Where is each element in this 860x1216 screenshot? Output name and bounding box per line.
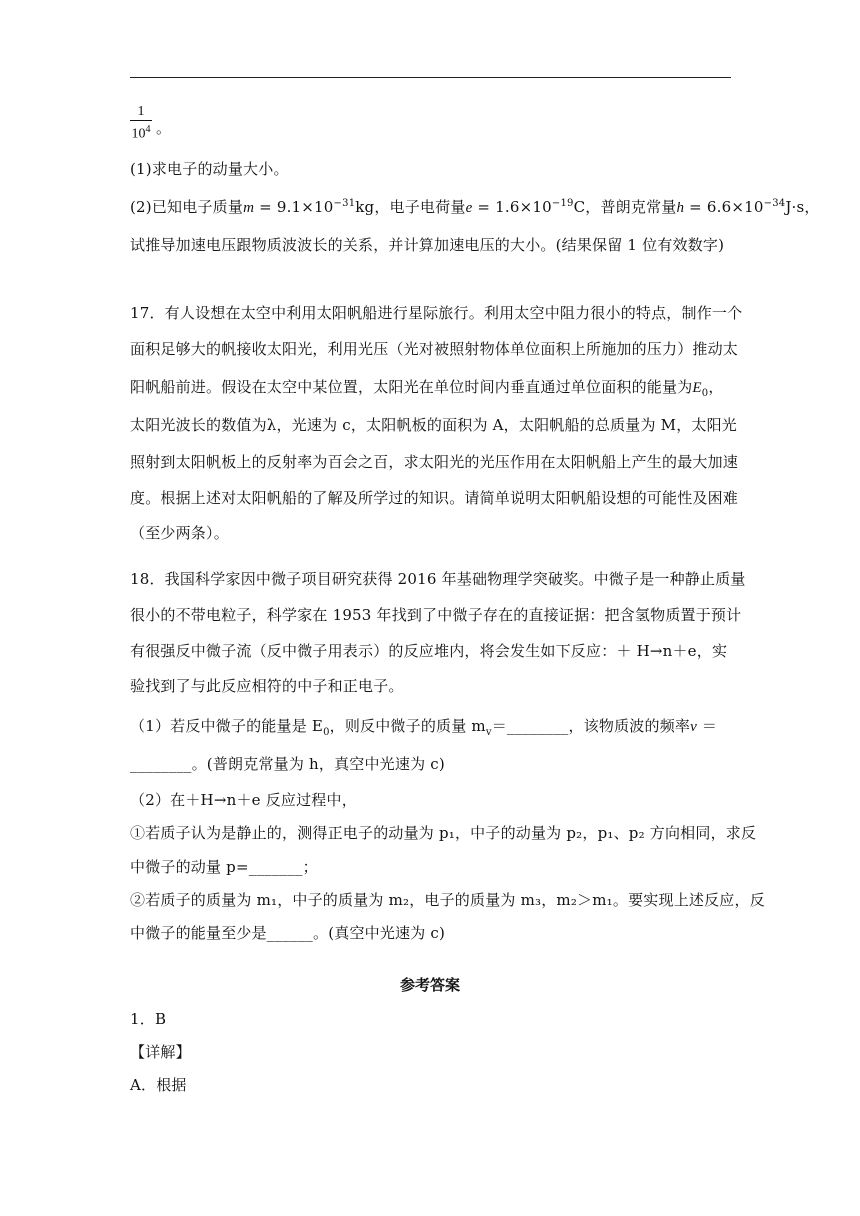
q18-line2: 很小的不带电粒子，科学家在 1953 年找到了中微子存在的直接证据：把含氢物质置于预计 bbox=[130, 606, 742, 624]
q18-case2-line2: 中微子的能量至少是______。(真空中光速为 c) bbox=[130, 924, 446, 942]
answer-1: 1．B bbox=[130, 1010, 167, 1028]
q18-line4: 验找到了与此反应相符的中子和正电子。 bbox=[130, 677, 404, 695]
answer-detail-label: 【详解】 bbox=[130, 1043, 191, 1061]
q18-case1-line2: 中微子的动量 p=_______； bbox=[130, 858, 318, 876]
q18-case1-line1: ①若质子认为是静止的，测得正电子的动量为 p₁，中子的动量为 p₂，p₁、p₂ 方向相同，求反 bbox=[130, 824, 757, 842]
q17-line7: （至少两条）。 bbox=[130, 524, 229, 542]
q18-part1-line1: （1）若反中微子的能量是 $E_0$，则反中微子的质量 $m_v=\_\_\_\_\_\_\_\_$，该物质波的频率ν ＝ bbox=[130, 717, 718, 738]
fraction-denominator: $10^4$ bbox=[131, 124, 151, 142]
q16-part2-line1: (2)已知电子质量$m = 9.1\times 10^{-31}kg$，电子电荷量$e = 1.6\times 10^{-19}C$，普朗克常量$h = 6.6\times 10^{-34}J\cdot s$， bbox=[130, 198, 820, 216]
q17-line2: 面积足够大的帆接收太阳光，利用光压（光对被照射物体单位面积上所施加的压力）推动太 bbox=[130, 340, 739, 358]
fraction bbox=[130, 103, 152, 143]
q18-case2-line1: ②若质子的质量为 m₁，中子的质量为 m₂，电子的质量为 m₃，m₂＞m₁。要实现上述反应，反 bbox=[130, 891, 765, 909]
fraction-numerator: 1 bbox=[130, 103, 152, 121]
answer-line-a: A．根据 bbox=[130, 1076, 187, 1094]
q18-part2-head: （2）在＋H→n＋e 反应过程中， bbox=[130, 791, 357, 809]
answers-title: 参考答案 bbox=[399, 976, 460, 994]
q17-line5: 照射到太阳帆板上的反射率为百会之百，求太阳光的光压作用在太阳帆船上产生的最大加速 bbox=[130, 453, 739, 471]
q17-line1: 17．有人设想在太空中利用太阳帆船进行星际旅行。利用太空中阻力很小的特点，制作一个 bbox=[130, 304, 743, 322]
q17-line6: 度。根据上述对太阳帆船的了解及所学过的知识。请简单说明太阳帆船设想的可能性及困难 bbox=[130, 489, 739, 507]
q17-line4: 太阳光波长的数值为λ，光速为 c，太阳帆板的面积为 A，太阳帆船的总质量为 M，太阳光 bbox=[130, 416, 738, 434]
q18-line1: 18．我国科学家因中微子项目研究获得 2016 年基础物理学突破奖。中微子是一种静止质量 bbox=[130, 570, 746, 588]
q16-part1: (1)求电子的动量大小。 bbox=[130, 160, 289, 178]
q18-part1-line2: ________。(普朗克常量为 h，真空中光速为 c) bbox=[130, 755, 445, 773]
q16-part2-line2: 试推导加速电压跟物质波波长的关系，并计算加速电压的大小。(结果保留 1 位有效数字) bbox=[130, 236, 725, 254]
fraction-period: 。 bbox=[156, 119, 172, 137]
q18-line3: 有很强反中微子流（反中微子用表示）的反应堆内，将会发生如下反应：＋ H→n＋e，实 bbox=[130, 642, 728, 660]
header-rule bbox=[130, 77, 731, 78]
q17-line3: 阳帆船前进。假设在太空中某位置，太阳光在单位时间内垂直通过单位面积的能量为$E_0$， bbox=[130, 378, 724, 399]
